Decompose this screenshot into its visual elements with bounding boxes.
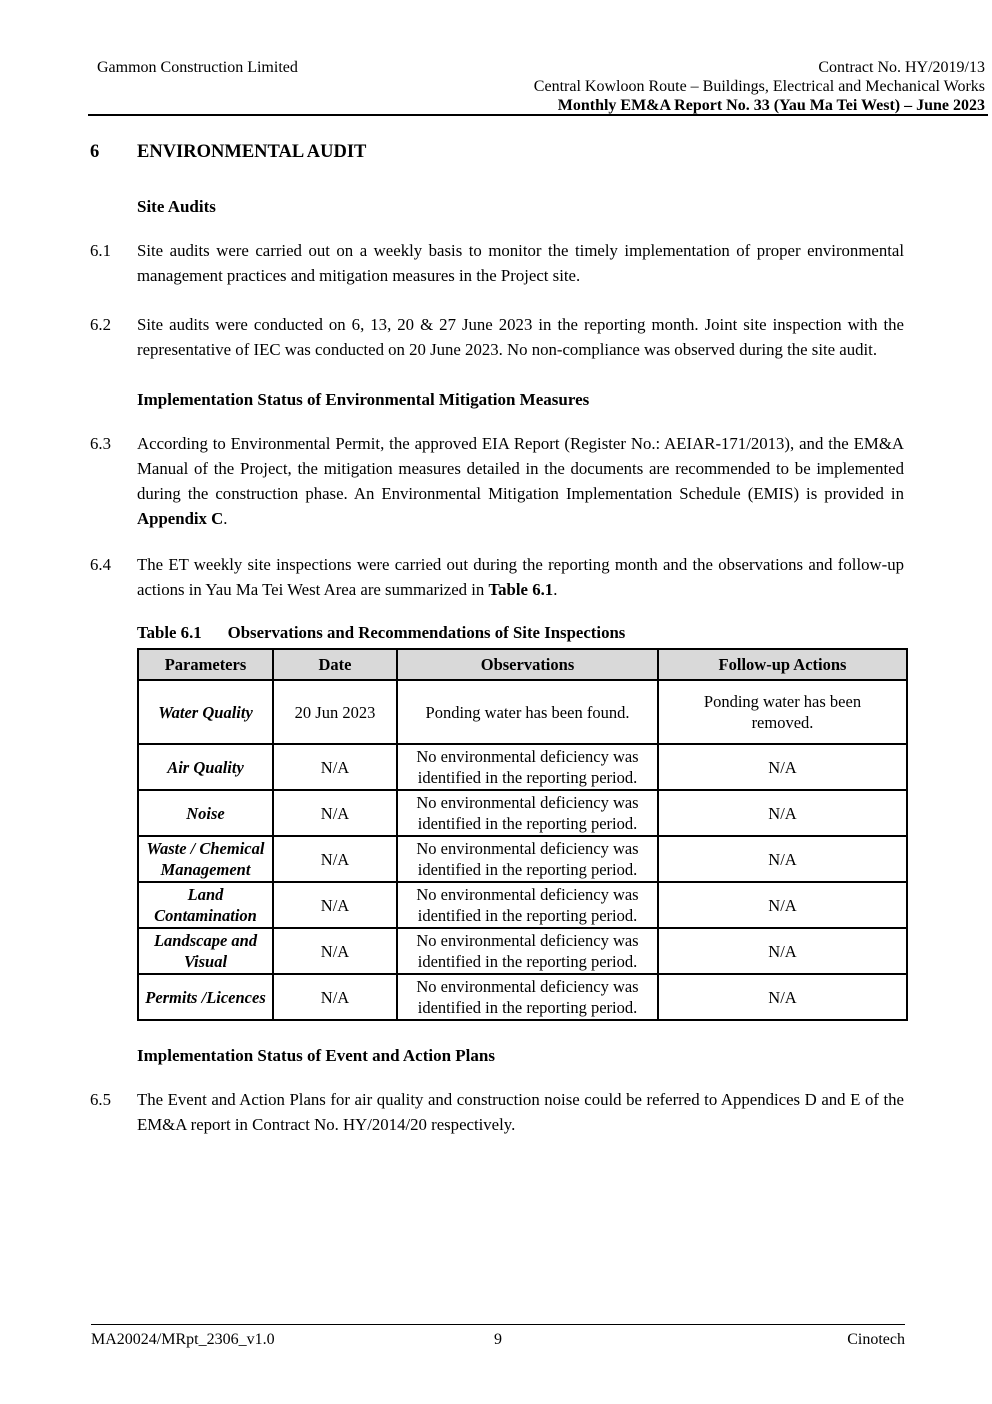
document-body bbox=[90, 141, 904, 1137]
column-header-follow-up: Follow-up Actions bbox=[658, 649, 907, 680]
action-cell: N/A bbox=[658, 928, 907, 974]
site-inspections-table bbox=[137, 648, 908, 1021]
company-name: Gammon Construction Limited bbox=[97, 59, 298, 76]
observation-cell: No environmental deficiency was identified in the reporting period. bbox=[397, 790, 658, 836]
paragraph-number: 6.5 bbox=[90, 1090, 111, 1109]
table-row bbox=[138, 680, 907, 744]
paragraph-6-5 bbox=[90, 1087, 904, 1137]
column-header-parameters: Parameters bbox=[138, 649, 273, 680]
header-rule bbox=[88, 114, 988, 116]
parameter-cell: Water Quality bbox=[138, 680, 273, 744]
action-cell: Ponding water has been removed. bbox=[658, 680, 907, 744]
table-header-row bbox=[138, 649, 907, 680]
table-row bbox=[138, 974, 907, 1020]
page-footer bbox=[91, 1324, 905, 1349]
heading-event-action-plans: Implementation Status of Event and Action Plans bbox=[137, 1046, 495, 1065]
table-caption: Observations and Recommendations of Site Inspections bbox=[227, 623, 626, 642]
table-row bbox=[138, 744, 907, 790]
observation-cell: No environmental deficiency was identified in the reporting period. bbox=[397, 928, 658, 974]
date-cell: N/A bbox=[273, 744, 397, 790]
date-cell: N/A bbox=[273, 974, 397, 1020]
page-header bbox=[97, 58, 985, 115]
column-header-date: Date bbox=[273, 649, 397, 680]
parameter-cell: Permits /Licences bbox=[138, 974, 273, 1020]
paragraph-number: 6.1 bbox=[90, 241, 111, 260]
paragraph-6-2 bbox=[90, 312, 904, 362]
date-cell: N/A bbox=[273, 882, 397, 928]
heading-mitigation-measures: Implementation Status of Environmental Mitigation Measures bbox=[137, 390, 590, 409]
parameter-cell: Air Quality bbox=[138, 744, 273, 790]
observation-cell: Ponding water has been found. bbox=[397, 680, 658, 744]
paragraph-number: 6.2 bbox=[90, 315, 111, 334]
table-row bbox=[138, 790, 907, 836]
action-cell: N/A bbox=[658, 744, 907, 790]
action-cell: N/A bbox=[658, 790, 907, 836]
table-row bbox=[138, 882, 907, 928]
date-cell: N/A bbox=[273, 836, 397, 882]
paragraph-text: Site audits were conducted on 6, 13, 20 & 27 June 2023 in the reporting month. Joint site inspection with the representative of IEC was conducted on 20 June 2023. No non-compliance was observed during the site audit. bbox=[137, 315, 904, 359]
observation-cell: No environmental deficiency was identified in the reporting period. bbox=[397, 882, 658, 928]
heading-site-audits: Site Audits bbox=[137, 197, 216, 216]
footer-org: Cinotech bbox=[847, 1331, 905, 1348]
paragraph-text: The Event and Action Plans for air quality and construction noise could be referred to Appendices D and E of the EM&A report in Contract No. HY/2014/20 respectively. bbox=[137, 1090, 904, 1134]
date-cell: N/A bbox=[273, 790, 397, 836]
paragraph-6-4 bbox=[90, 552, 904, 602]
paragraph-text: The ET weekly site inspections were carried out during the reporting month and the observations and follow-up actions in Yau Ma Tei West Area are summarized in Table 6.1. bbox=[137, 555, 904, 599]
table-row bbox=[138, 928, 907, 974]
paragraph-6-1 bbox=[90, 238, 904, 288]
appendix-c-reference: Appendix C bbox=[137, 509, 224, 528]
observation-cell: No environmental deficiency was identified in the reporting period. bbox=[397, 836, 658, 882]
table-row bbox=[138, 836, 907, 882]
project-title: Central Kowloon Route – Buildings, Electrical and Mechanical Works bbox=[533, 78, 985, 95]
column-header-observations: Observations bbox=[397, 649, 658, 680]
date-cell: N/A bbox=[273, 928, 397, 974]
footer-doc-ref: MA20024/MRpt_2306_v1.0 bbox=[91, 1331, 275, 1348]
parameter-cell: Landscape and Visual bbox=[138, 928, 273, 974]
section-number: 6 bbox=[90, 142, 100, 162]
contract-number: Contract No. HY/2019/13 bbox=[818, 59, 985, 76]
table-title bbox=[137, 622, 904, 643]
report-title: Monthly EM&A Report No. 33 (Yau Ma Tei West) – June 2023 bbox=[557, 97, 985, 114]
section-heading bbox=[90, 141, 904, 163]
paragraph-text: Site audits were carried out on a weekly basis to monitor the timely implementation of proper environmental management practices and mitigation measures in the Project site. bbox=[137, 241, 904, 285]
parameter-cell: Noise bbox=[138, 790, 273, 836]
observation-cell: No environmental deficiency was identified in the reporting period. bbox=[397, 744, 658, 790]
parameter-cell: Land Contamination bbox=[138, 882, 273, 928]
section-title: ENVIRONMENTAL AUDIT bbox=[137, 142, 367, 162]
table-6-1-reference: Table 6.1 bbox=[488, 580, 554, 599]
footer-page-number: 9 bbox=[493, 1331, 502, 1348]
paragraph-number: 6.4 bbox=[90, 555, 111, 574]
paragraph-number: 6.3 bbox=[90, 434, 111, 453]
paragraph-text: According to Environmental Permit, the approved EIA Report (Register No.: AEIAR-171/2013), and the EM&A Manual of the Project, the mitigation measures detailed in the documents are recommended to be implemented during the construction phase. An Environmental Mitigation Implementation Schedule (EMIS) is provided in Appendix C. bbox=[137, 434, 904, 528]
action-cell: N/A bbox=[658, 974, 907, 1020]
parameter-cell: Waste / Chemical Management bbox=[138, 836, 273, 882]
observation-cell: No environmental deficiency was identified in the reporting period. bbox=[397, 974, 658, 1020]
action-cell: N/A bbox=[658, 882, 907, 928]
table-label: Table 6.1 bbox=[137, 623, 202, 642]
date-cell: 20 Jun 2023 bbox=[273, 680, 397, 744]
action-cell: N/A bbox=[658, 836, 907, 882]
paragraph-6-3 bbox=[90, 431, 904, 531]
